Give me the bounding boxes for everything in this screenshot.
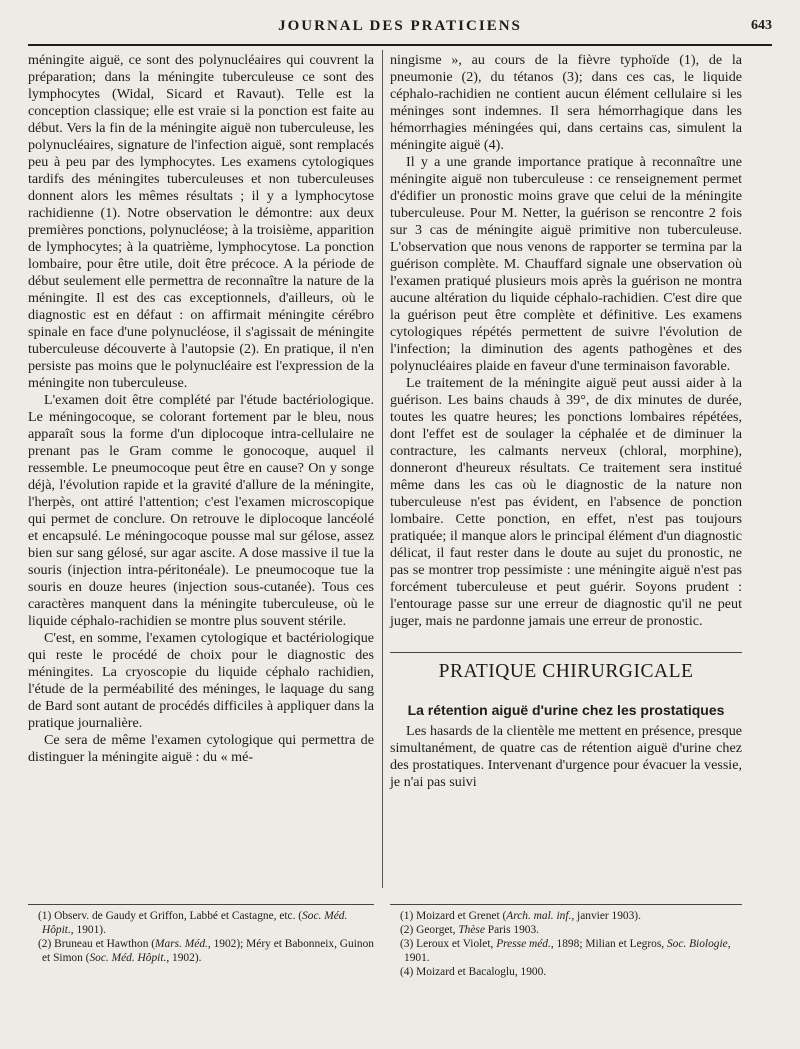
footnote (390, 923, 742, 937)
footnote-text: , 1902). (166, 952, 202, 964)
footnote-text: (2) Georget, (400, 924, 459, 936)
page-header (28, 12, 772, 46)
paragraph: Ce sera de même l'examen cytologique qui permettra de distinguer la méningite aiguë : du « mé- (28, 732, 374, 765)
right-column (390, 52, 742, 791)
footnote-text: (1) Moizard et Grenet ( (400, 910, 507, 922)
paragraph: Il y a une grande importance pratique à reconnaître une méningite aiguë non tuberculeuse : ce renseignement permet d'édifier un pronostic moins grave que celui de la méningite tuberculeuse. Pour M. Netter, la guérison se rencontre 2 fois sur 3 cas de méningite aiguë primitive non tuberculeuse. L'observation que nous venons de rapporter se termina par la guérison complète. M. Chauffard signale une observation où l'examen pratiqué plusieurs mois après la guérison ne montra aucune altération du liquide céphalo-rachidien. C'est dire que la guérison peut être complète et définitive. Les examens cytologiques répétés permettent de suivre l'évolution de l'infection; la diminution des agents pathogènes et des polynucléaires plaide en faveur d'une terminaison favorable. (390, 154, 742, 374)
footnote-text: (4) Moizard et Bacaloglu, 1900. (400, 966, 547, 978)
footnote-source: Mars. Méd. (155, 938, 208, 950)
paragraph: Les hasards de la clientèle me mettent en présence, presque simultanément, de quatre cas de rétention aiguë d'urine chez des prostatiques. Intervenant d'urgence pour évacuer la vessie, je n'ai pas suivi (390, 723, 742, 790)
footnote-text: (2) Bruneau et Hawthon ( (38, 938, 156, 950)
paragraph: méningite aiguë, ce sont des polynucléaires qui couvrent la préparation; dans la méningite tuberculeuse ce sont des lymphocytes (Widal, Sicard et Ravaut). Telle est la conception classique; elle est vraie si la ponction est faite au début. Vers la fin de la méningite aiguë non tuberculeuse, les polynucléaires, signature de l'infection aiguë, sont remplacés peu à peu par des lymphocytes. Les examens cytologiques tardifs des méningites tuberculeuses et non tuberculeuses donnent alors les mêmes résultats ; il y a lymphocytose rachidienne (1). Notre observation le démontre: aux deux premières ponctions, polynucléose; à la troisième, apparition de lymphocytes; à la quatrième, lymphocytose. La ponction lombaire, pour être utile, doit être précoce. A la période de début seulement elle permettra de reconnaître la nature de la méningite. Il est des cas exceptionnels, d'ailleurs, où le diagnostic est en défaut : on affirmait méningite cérébro spinale en face d'une polynucléose, il s'agissait de méningite tuberculeuse découverte à l'autopsie (2). En pratique, il n'en persiste pas moins que le polynucléaire est l'expression de la méningite non tuberculeuse. (28, 52, 374, 391)
footnote (28, 909, 374, 937)
footnote-text: Paris 1903. (484, 924, 539, 936)
column-divider (382, 50, 383, 888)
footnotes-right (390, 904, 742, 979)
section-subtitle: La rétention aiguë d'urine chez les prostatiques (407, 702, 725, 718)
footnote (28, 937, 374, 965)
footnote-text: , 1898; Milian et Legros, (550, 938, 667, 950)
footnote-source: Arch. mal. inf. (506, 910, 572, 922)
paragraph: Le traitement de la méningite aiguë peut aussi aider à la guérison. Les bains chauds à 39°, de dix minutes de durée, toutes les quatre heures; les ponctions lombaires répétées, dont l'effet est de soulager la céphalée et de diminuer la contracture, les calmants nerveux (chloral, morphine), donneront d'heureux résultats. Ce traitement sera institué même dans les cas où le diagnostic de la nature non tuberculeuse n'est pas évident, en l'absence de ponction lombaire. Cette ponction, en effet, n'est pas toujours pratiquée; il manque alors le principal élément d'un diagnostic délicat, il faut rester dans le doute au sujet du pronostic, ne pas se montrer trop pessimiste : une méningite aiguë n'est pas forcément tuberculeuse et peut guérir. Soyons prudent : l'entourage passe sur une erreur de diagnostic qu'il ne peut juger, mais ne pardonne jamais une erreur de pronostic. (390, 375, 742, 629)
footnote (390, 965, 742, 979)
footnote-source: Presse méd. (496, 938, 551, 950)
footnote-text: , janvier 1903). (571, 910, 641, 922)
footnote-source: Soc. Méd. Hôpit. (89, 952, 167, 964)
footnote-text: (1) Observ. de Gaudy et Griffon, Labbé et Castagne, etc. ( (38, 910, 303, 922)
footnote-source: Soc. Méd. Hôpit. (42, 910, 348, 936)
footnote-text: (3) Leroux et Violet, (400, 938, 497, 950)
page-number: 643 (751, 18, 772, 33)
footnote-source: Soc. Biologie (666, 938, 728, 950)
footnote-text: , 1902); Méry et Babonneix, Guinon et Simon ( (42, 938, 374, 964)
footnote (390, 909, 742, 923)
paragraph: ningisme », au cours de la fièvre typhoïde (1), de la pneumonie (2), du tétanos (3); dans ces cas, le liquide céphalo-rachidien ne contient aucun élément cellulaire si les méninges sont indemnes. Il sera hémorrhagique dans les hémorrhagies méningées qui, dans certains cas, simulent la méningite aiguë (4). (390, 52, 742, 153)
journal-title: JOURNAL DES PRATICIENS (278, 18, 522, 34)
footnote-source: Thèse (458, 924, 485, 936)
footnote (390, 937, 742, 965)
footnotes-left (28, 904, 374, 965)
paragraph: C'est, en somme, l'examen cytologique et bactériologique qui reste le procédé de choix pour le diagnostic des méningites. La cryoscopie du liquide céphalo rachidien, l'étude de la perméabilité des méninges, le laquage du sang de Bard sont autant de procédés difficiles à appliquer dans la pratique journalière. (28, 630, 374, 731)
section-title: PRATIQUE CHIRURGICALE (390, 652, 742, 680)
footnote-text: , 1901). (70, 924, 106, 936)
footnote-text: , 1901. (404, 938, 731, 964)
left-column (28, 52, 374, 766)
paragraph: L'examen doit être complété par l'étude bactériologique. Le méningocoque, se colorant fortement par le bleu, nous apparaît sous la forme d'un diplocoque intra-cellulaire ne prenant pas le Gram comme le gonocoque, auquel il ressemble. Le pneumocoque peut être en cause? On y songe déjà, l'évolution rapide et la gravité d'allure de la méningite, l'herpès, ont attiré l'attention; c'est l'examen microscopique qui permet de conclure. On retrouve le diplocoque lancéolé et encapsulé. Le méningocoque pousse mal sur gélose, assez bien sur sang gélosé, sur agar ascite. A dose massive il tue la souris (injection intra-péritonéale). Le pneumocoque tue la souris en douze heures (injection sous-cutanée). Tous ces caractères manquent dans la méningite tuberculeuse, où le liquide céphalo-rachidien se montre plus souvent stérile. (28, 392, 374, 629)
